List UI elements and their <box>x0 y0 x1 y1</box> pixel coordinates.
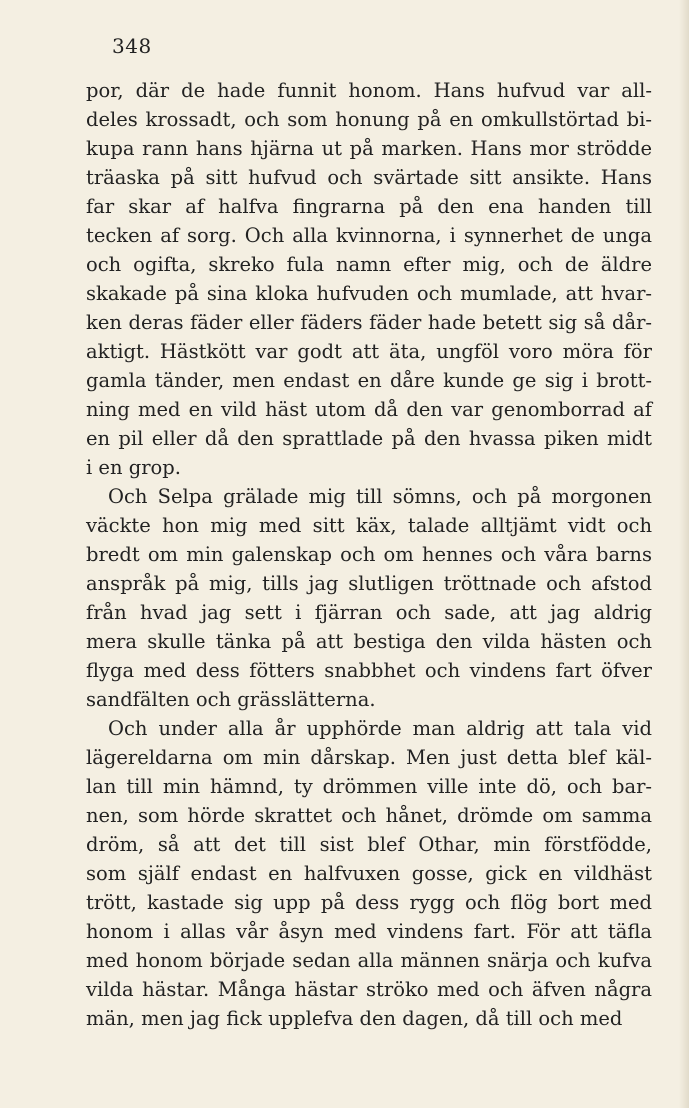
text-line: aktigt. Hästkött var godt att äta, ungföl voro möra för <box>86 340 652 363</box>
text-line: gamla tänder, men endast en dåre kunde ge sig i brott- <box>86 369 652 392</box>
text-line: kupa rann hans hjärna ut på marken. Hans mor strödde <box>86 137 652 160</box>
text-line: träaska på sitt hufvud och svärtade sitt ansikte. Hans <box>86 166 652 189</box>
paragraph <box>86 76 652 482</box>
text-line: väckte hon mig med sitt käx, talade alltjämt vidt och <box>86 514 652 537</box>
text-line: far skar af halfva fingrarna på den ena handen till <box>86 195 652 218</box>
text-line: tecken af sorg. Och alla kvinnorna, i synnerhet de unga <box>86 224 652 247</box>
text-line: ning med en vild häst utom då den var genomborrad af <box>86 398 652 421</box>
text-line: med honom började sedan alla männen snärja och kufva <box>86 949 652 972</box>
text-line: i en grop. <box>86 456 181 479</box>
text-line: från hvad jag sett i fjärran och sade, att jag aldrig <box>86 601 652 624</box>
text-line: en pil eller då den sprattlade på den hvassa piken midt <box>86 427 652 450</box>
page-edge-shadow <box>679 0 689 1108</box>
text-line: skakade på sina kloka hufvuden och mumlade, att hvar- <box>86 282 652 305</box>
page-number: 348 <box>112 34 152 58</box>
text-line: bredt om min galenskap och om hennes och våra barns <box>86 543 652 566</box>
text-line: sandfälten och grässlätterna. <box>86 688 376 711</box>
paragraph <box>86 482 652 714</box>
body-text <box>86 76 652 1033</box>
text-line: honom i allas vår åsyn med vindens fart. För att täfla <box>86 920 652 943</box>
text-line: por, där de hade funnit honom. Hans hufvud var all- <box>86 79 652 102</box>
text-line: flyga med dess fötters snabbhet och vindens fart öfver <box>86 659 652 682</box>
text-line: anspråk på mig, tills jag slutligen tröttnade och afstod <box>86 572 652 595</box>
text-line: trött, kastade sig upp på dess rygg och flög bort med <box>86 891 652 914</box>
text-line: Och under alla år upphörde man aldrig att tala vid <box>108 717 652 740</box>
text-line: deles krossadt, och som honung på en omkullstörtad bi- <box>86 108 652 131</box>
text-line: som själf endast en halfvuxen gosse, gick en vildhäst <box>86 862 652 885</box>
text-line: män, men jag fick upplefva den dagen, då till och med <box>86 1007 623 1030</box>
text-line: och ogifta, skreko fula namn efter mig, och de äldre <box>86 253 652 276</box>
text-line: lägereldarna om min dårskap. Men just detta blef käl- <box>86 746 652 769</box>
text-line: mera skulle tänka på att bestiga den vilda hästen och <box>86 630 652 653</box>
text-line: Och Selpa grälade mig till sömns, och på morgonen <box>108 485 652 508</box>
text-line: lan till min hämnd, ty drömmen ville inte dö, och bar- <box>86 775 652 798</box>
text-line: ken deras fäder eller fäders fäder hade betett sig så dår- <box>86 311 652 334</box>
text-line: nen, som hörde skrattet och hånet, drömde om samma <box>86 804 652 827</box>
paragraph <box>86 714 652 1033</box>
text-line: vilda hästar. Många hästar ströko med och äfven några <box>86 978 652 1001</box>
text-line: dröm, så att det till sist blef Othar, min förstfödde, <box>86 833 652 856</box>
